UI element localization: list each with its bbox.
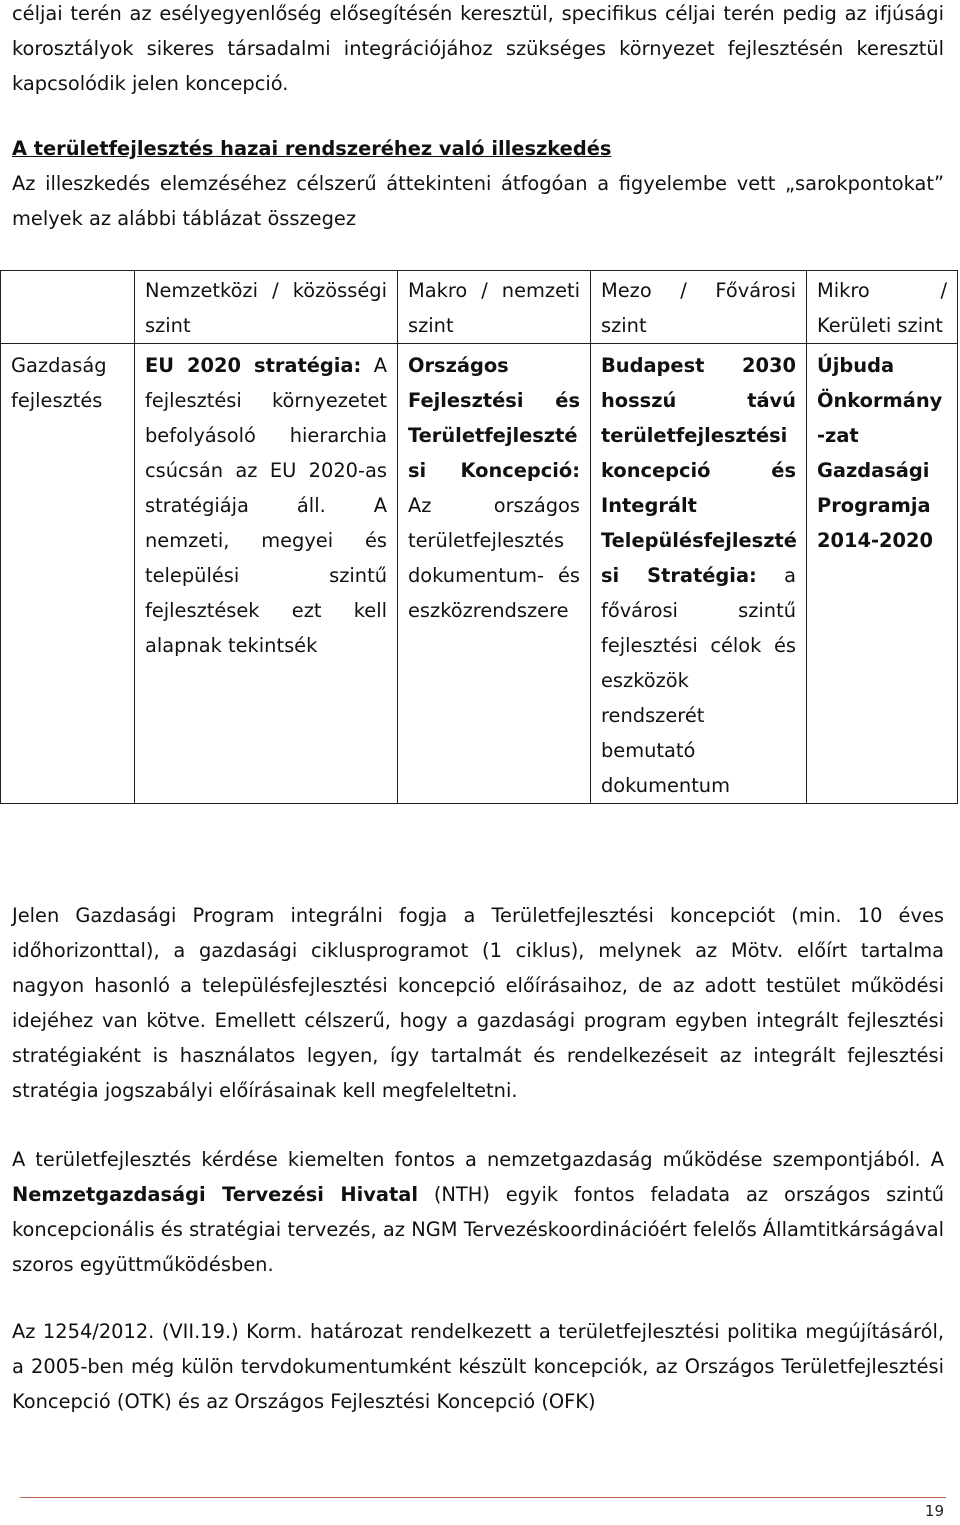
international-cell <box>135 344 398 804</box>
district-cell <box>807 344 958 804</box>
national-cell <box>398 344 591 804</box>
nth-paragraph <box>12 1142 944 1282</box>
lead-paragraph: Az illeszkedés elemzéséhez célszerű áttekinteni átfogóan a figyelembe vett „sarokpontokat” melyek az alábbi táblázat összegez <box>12 172 944 230</box>
page-number: 19 <box>924 1502 944 1520</box>
cell-bold-text: EU 2020 stratégia: <box>145 354 362 377</box>
cell-text: A fejlesztési környezetet befolyásoló hierarchia csúcsán az EU 2020-as stratégiája áll. A nemzeti, megyei és települési szintű fejlesztések ezt kell alapnak tekintsék <box>145 354 387 657</box>
paragraph-text: (NTH) egyik fontos feladata az országos szintű koncepcionális és stratégiai tervezés, az NGM Tervezéskoordinációért felelős Államtitkárságával szoros együttműködésben. <box>12 1183 944 1276</box>
table-header-row <box>1 271 958 344</box>
cell-bold-text: Országos Fejlesztési és Területfejleszté si Koncepció: <box>408 354 580 482</box>
table-header-cell <box>1 271 135 344</box>
cell-bold-text: Budapest 2030 hosszú távú területfejlesztési koncepció és Integrált Településfejleszté si Stratégia: <box>601 354 797 587</box>
program-paragraph: Jelen Gazdasági Program integrálni fogja a Területfejlesztési koncepciót (min. 10 éves időhorizonttal), a gazdasági ciklusprogramot (1 ciklus), melynek az Mötv. előírt tartalma nagyon hasonló a településfejlesztési koncepció előírásaihoz, de az adott testület működési idejéhez van kötve. Emellett célszerű, hogy a gazdasági program egyben integrált fejlesztési stratégiaként is használatos legyen, így tartalmát és rendelkezéseit az integrált fejlesztési stratégia jogszabályi előírásainak kell megfeleltetni. <box>12 904 944 1102</box>
paragraph-bold-text: Nemzetgazdasági Tervezési Hivatal <box>12 1183 418 1206</box>
intro-paragraph: céljai terén az esélyegyenlőség elősegítésén keresztül, specifikus céljai terén pedig az ifjúsági korosztályok sikeres társadalmi integrációjához szükséges környezet fejlesztésén keresztül kapcsolódik jelen koncepció. <box>12 2 944 95</box>
section-heading: A területfejlesztés hazai rendszeréhez való illeszkedés <box>12 137 612 160</box>
cell-text: a fővárosi szintű fejlesztési célok és eszközök rendszerét bemutató dokumentum <box>601 564 796 797</box>
decree-paragraph: Az 1254/2012. (VII.19.) Korm. határozat rendelkezett a területfejlesztési politika megújításáról, a 2005-ben még külön tervdokumentumként készült koncepciók, az Országos Területfejlesztési Koncepció (OTK) és az Országos Fejlesztési Koncepció (OFK) <box>12 1320 944 1413</box>
paragraph-text: A területfejlesztés kérdése kiemelten fontos a nemzetgazdaság működése szempontjából. A <box>12 1148 944 1171</box>
table-header-cell: Mezo / Fővárosi szint <box>591 271 807 344</box>
table-row <box>1 344 958 804</box>
capital-cell <box>591 344 807 804</box>
cell-bold-text: Újbuda Önkormány -zat Gazdasági Programja 2014-2020 <box>817 354 943 552</box>
table-header-cell: Mikro / Kerületi szint <box>807 271 958 344</box>
row-label-cell: Gazdaság fejlesztés <box>1 344 135 804</box>
table-header-cell: Nemzetközi / közösségi szint <box>135 271 398 344</box>
table-header-cell: Makro / nemzeti szint <box>398 271 591 344</box>
alignment-table <box>0 270 958 804</box>
cell-text: Az országos területfejlesztés dokumentum- és eszközrendszere <box>408 494 580 622</box>
footer-rule <box>20 1497 946 1498</box>
